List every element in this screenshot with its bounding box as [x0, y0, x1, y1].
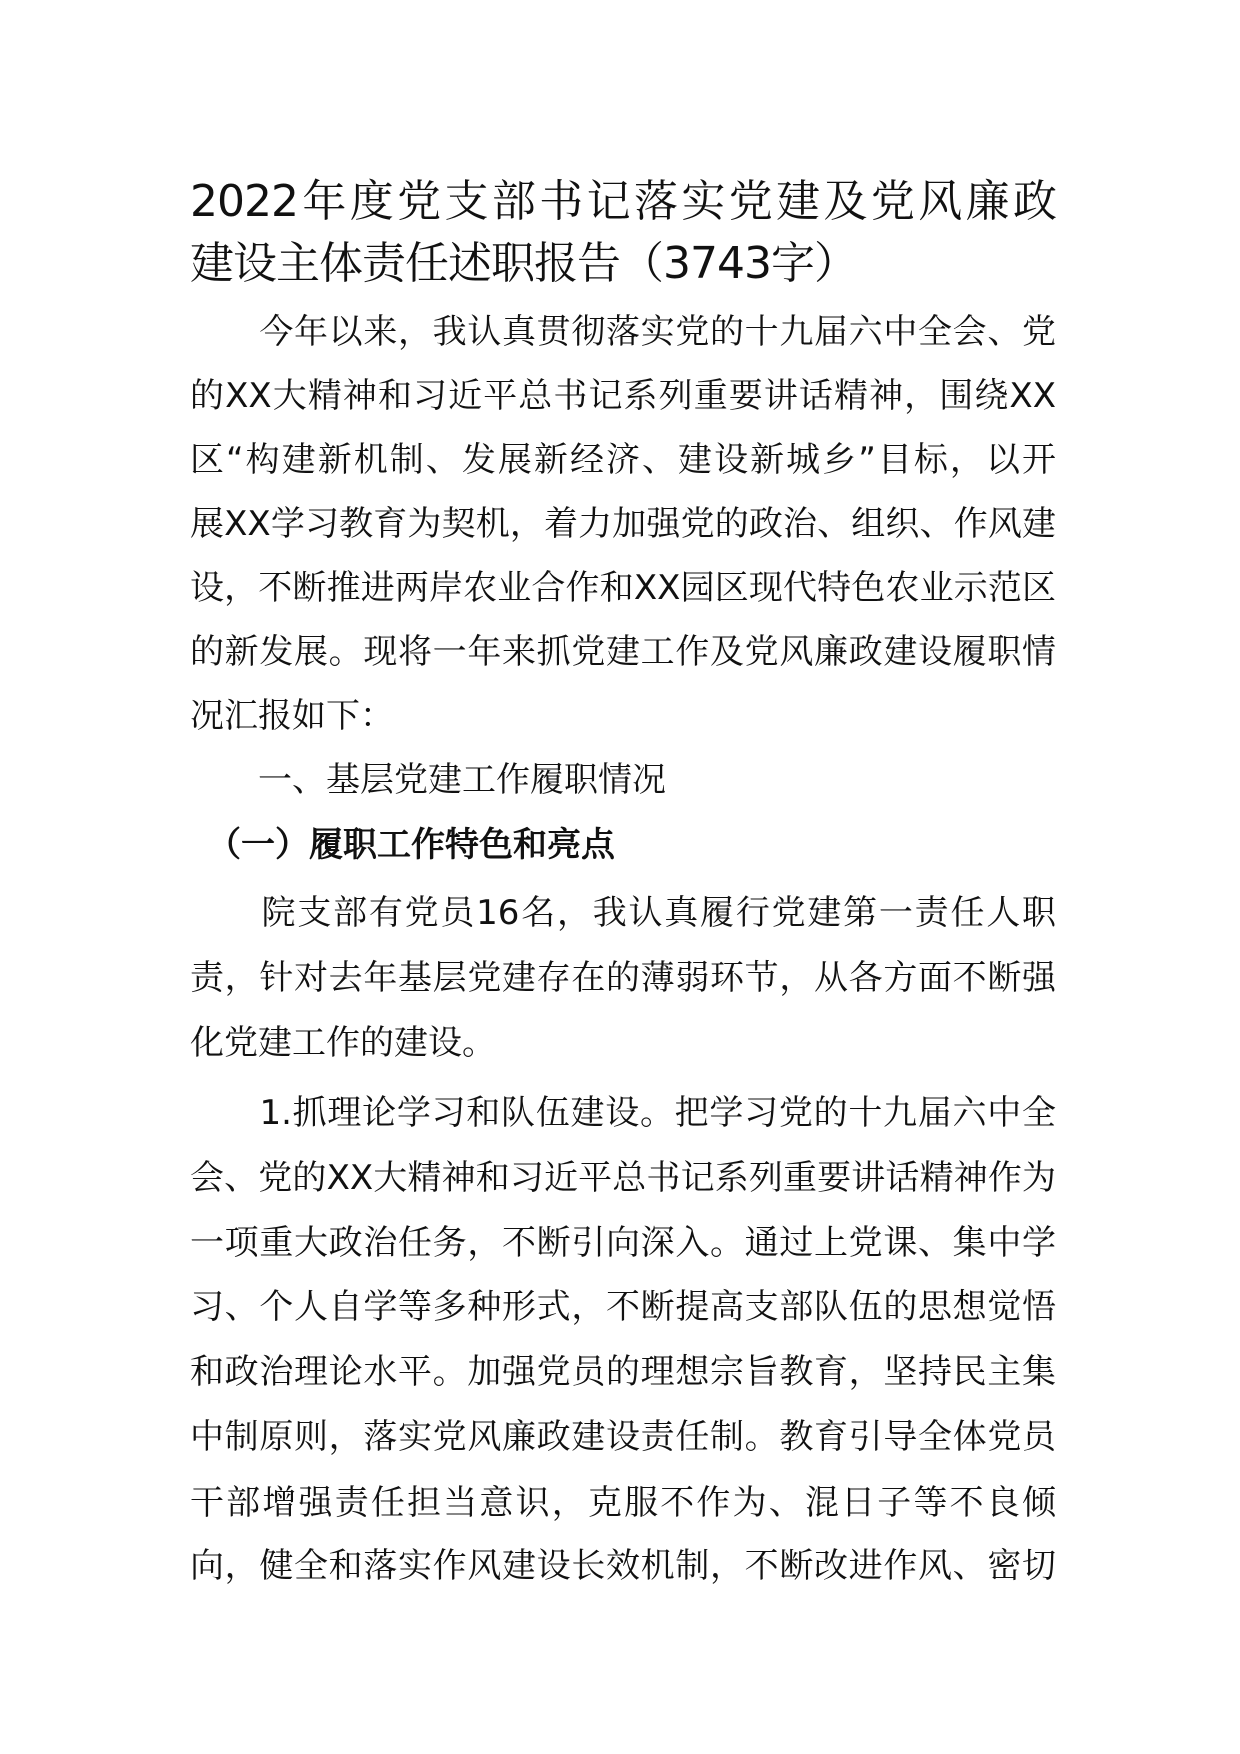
- body-text-line: 1.抓理论学习和队伍建设。把学习党的十九届六中全: [190, 1093, 1056, 1133]
- body-text-line: 院支部有党员16名，我认真履行党建第一责任人职: [190, 893, 1056, 933]
- body-text-line: 况汇报如下：: [190, 696, 394, 736]
- body-text-line: 和政治理论水平。加强党员的理想宗旨教育，坚持民主集: [190, 1352, 1056, 1392]
- body-text-line: 设，不断推进两岸农业合作和XX园区现代特色农业示范区: [190, 568, 1056, 608]
- body-text-line: 责，针对去年基层党建存在的薄弱环节，从各方面不断强: [190, 958, 1056, 998]
- body-text-line: 会、党的XX大精神和习近平总书记系列重要讲话精神作为: [190, 1158, 1056, 1198]
- body-text-line: 的XX大精神和习近平总书记系列重要讲话精神，围绕XX: [190, 376, 1056, 416]
- body-text-line: 中制原则，落实党风廉政建设责任制。教育引导全体党员: [190, 1417, 1056, 1457]
- body-text-line: 习、个人自学等多种形式，不断提高支部队伍的思想觉悟: [190, 1287, 1056, 1327]
- body-text-line: 化党建工作的建设。: [190, 1023, 496, 1063]
- body-text-line: 展XX学习教育为契机，着力加强党的政治、组织、作风建: [190, 504, 1056, 544]
- body-text-line: 的新发展。现将一年来抓党建工作及党风廉政建设履职情: [190, 632, 1056, 672]
- document-title-line: 建设主体责任述职报告（3743字）: [190, 238, 857, 289]
- body-text-line: 今年以来，我认真贯彻落实党的十九届六中全会、党: [190, 312, 1056, 352]
- section-subheading: （一）履职工作特色和亮点: [190, 825, 615, 865]
- document-title-line: 2022年度党支部书记落实党建及党风廉政: [190, 176, 1056, 227]
- body-text-line: 一、基层党建工作履职情况: [190, 760, 666, 800]
- body-text-line: 区“构建新机制、发展新经济、建设新城乡”目标，以开: [190, 440, 1056, 480]
- body-text-line: 干部增强责任担当意识，克服不作为、混日子等不良倾: [190, 1483, 1056, 1523]
- body-text-line: 向，健全和落实作风建设长效机制，不断改进作风、密切: [190, 1546, 1056, 1586]
- body-text-line: 一项重大政治任务，不断引向深入。通过上党课、集中学: [190, 1223, 1056, 1263]
